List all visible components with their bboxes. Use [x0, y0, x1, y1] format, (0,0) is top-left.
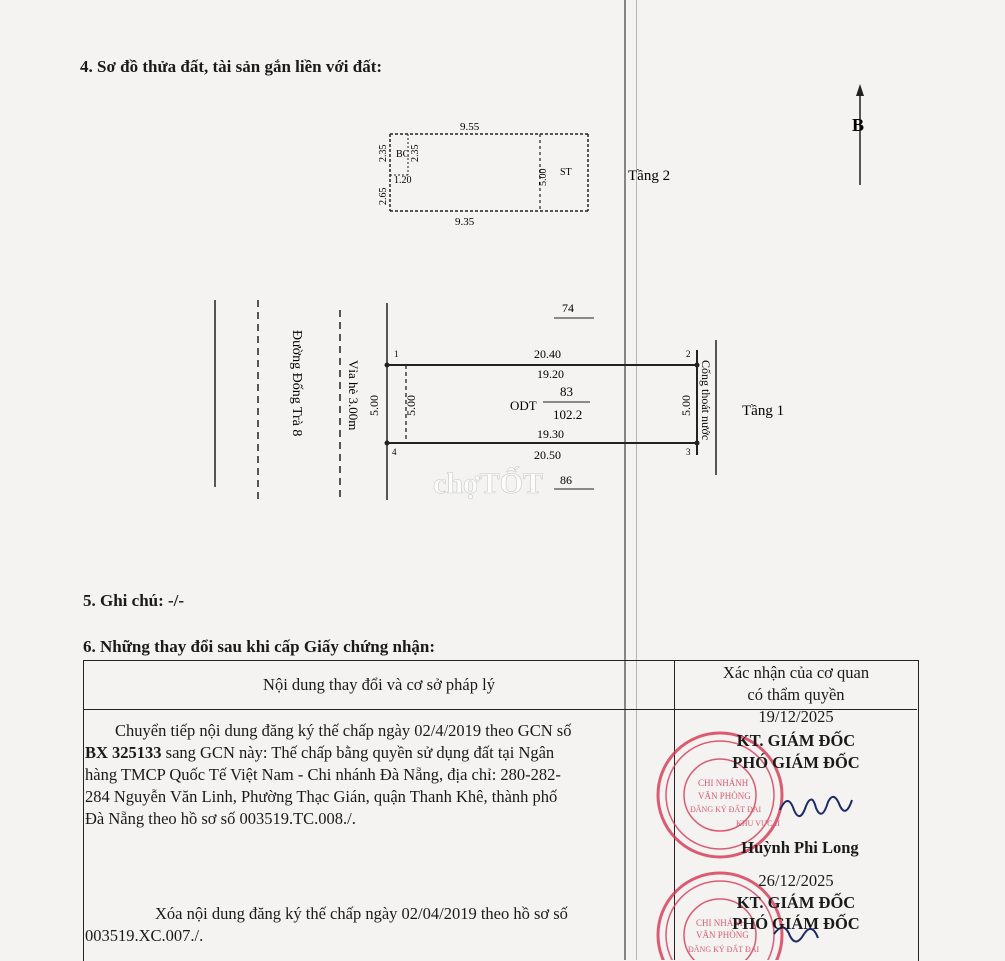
section5-title: 5. Ghi chú: -/- — [83, 591, 185, 610]
entry1-title1: KT. GIÁM ĐỐC — [736, 731, 856, 750]
seal1-line2: VĂN PHÒNG — [698, 791, 751, 801]
corner-4: 4 — [392, 447, 397, 457]
road-label: Đường Đống Trà 8 — [289, 330, 304, 437]
drain-label: Cống thoát nước — [699, 360, 713, 441]
f2-top-len: 9.55 — [460, 121, 480, 133]
parcel-number: 83 — [560, 384, 573, 399]
seal2-line3: ĐĂNG KÝ ĐẤT ĐAI — [688, 945, 760, 954]
entry1-signer: Huỳnh Phi Long — [741, 838, 859, 857]
floor2-label: Tầng 2 — [628, 168, 671, 184]
neighbor-top: 74 — [562, 301, 574, 315]
entry2-date: 26/12/2025 — [758, 871, 834, 890]
f2-inner-upper: 2.35 — [410, 144, 421, 162]
entry1-date: 19/12/2025 — [758, 707, 834, 726]
signature-1 — [780, 797, 852, 816]
entry1-line2 — [85, 742, 671, 763]
parcel-area: 102.2 — [553, 407, 583, 422]
seal1-line3: ĐĂNG KÝ ĐẤT ĐAI — [690, 805, 762, 814]
entry2-title2: PHÓ GIÁM ĐỐC — [732, 914, 860, 933]
corner-2: 2 — [686, 349, 691, 359]
f2-bottom-len: 9.35 — [455, 216, 475, 228]
watermark-logo: chợTỐT — [433, 467, 543, 500]
f1-bottom-outer: 20.50 — [534, 448, 561, 462]
section4-title: 4. Sơ đồ thửa đất, tài sản gắn liền với đất: — [80, 57, 383, 76]
entry2-line2: 003519.XC.007./. — [85, 926, 204, 945]
gcn-number: BX 325133 — [85, 743, 162, 762]
sidewalk-label: Vỉa hè 3.00m — [346, 360, 361, 431]
f1-left-inner: 5.00 — [404, 395, 418, 416]
f1-bottom-inner: 19.30 — [537, 427, 564, 441]
corner-1: 1 — [394, 349, 399, 359]
f2-bc-width: 1.20 — [394, 175, 412, 186]
col2-header-line1: Xác nhận của cơ quan — [722, 663, 870, 682]
neighbor-bottom: 86 — [560, 473, 572, 487]
f2-left-lower: 2.65 — [378, 187, 389, 205]
col1-header: Nội dung thay đổi và cơ sở pháp lý — [263, 675, 495, 694]
floor1-label: Tầng 1 — [742, 403, 785, 419]
f1-top-outer: 20.40 — [534, 347, 561, 361]
entry1-line3: hàng TMCP Quốc Tế Việt Nam - Chi nhánh Đà Nẵng, địa chỉ: 280-282- — [85, 765, 561, 784]
corner-3: 3 — [686, 447, 691, 457]
entry1-line4: 284 Nguyễn Văn Linh, Phường Thạc Gián, quận Thanh Khê, thành phố — [85, 787, 558, 806]
seal2-line1: CHI NHÁNH — [696, 918, 747, 928]
entry1-line5: Đà Nẵng theo hồ sơ số 003519.TC.008./. — [85, 809, 356, 828]
entry1-line2-rest: sang GCN này: Thế chấp bằng quyền sử dụng đất tại Ngân — [161, 743, 555, 762]
entry1-line1: Chuyển tiếp nội dung đăng ký thế chấp ngày 02/4/2019 theo GCN số — [115, 721, 572, 740]
f2-height: 5.00 — [538, 168, 549, 186]
entry1-title2: PHÓ GIÁM ĐỐC — [732, 753, 860, 772]
f2-st-label: ST — [560, 167, 572, 178]
seal1-line1: CHI NHÁNH — [698, 778, 749, 788]
floor2-plan — [378, 121, 670, 228]
f2-left-upper: 2.35 — [378, 144, 389, 162]
north-label: B — [852, 115, 865, 135]
entry2-line1: Xóa nội dung đăng ký thế chấp ngày 02/04/2019 theo hồ sơ số — [155, 904, 568, 923]
seal2-line2: VĂN PHÒNG — [696, 930, 749, 940]
col2-header-line2: có thẩm quyền — [747, 685, 845, 704]
north-arrow-icon — [852, 84, 864, 185]
land-type: ODT — [510, 398, 537, 413]
f1-top-inner: 19.20 — [537, 367, 564, 381]
f1-left-outer: 5.00 — [367, 395, 381, 416]
seal1-line4: KHU VỰC II — [736, 819, 780, 828]
entry2-title1: KT. GIÁM ĐỐC — [736, 893, 856, 912]
section6-title: 6. Những thay đổi sau khi cấp Giấy chứng nhận: — [83, 637, 436, 656]
f1-right: 5.00 — [679, 395, 693, 416]
f2-bc-label: BC — [396, 149, 410, 160]
